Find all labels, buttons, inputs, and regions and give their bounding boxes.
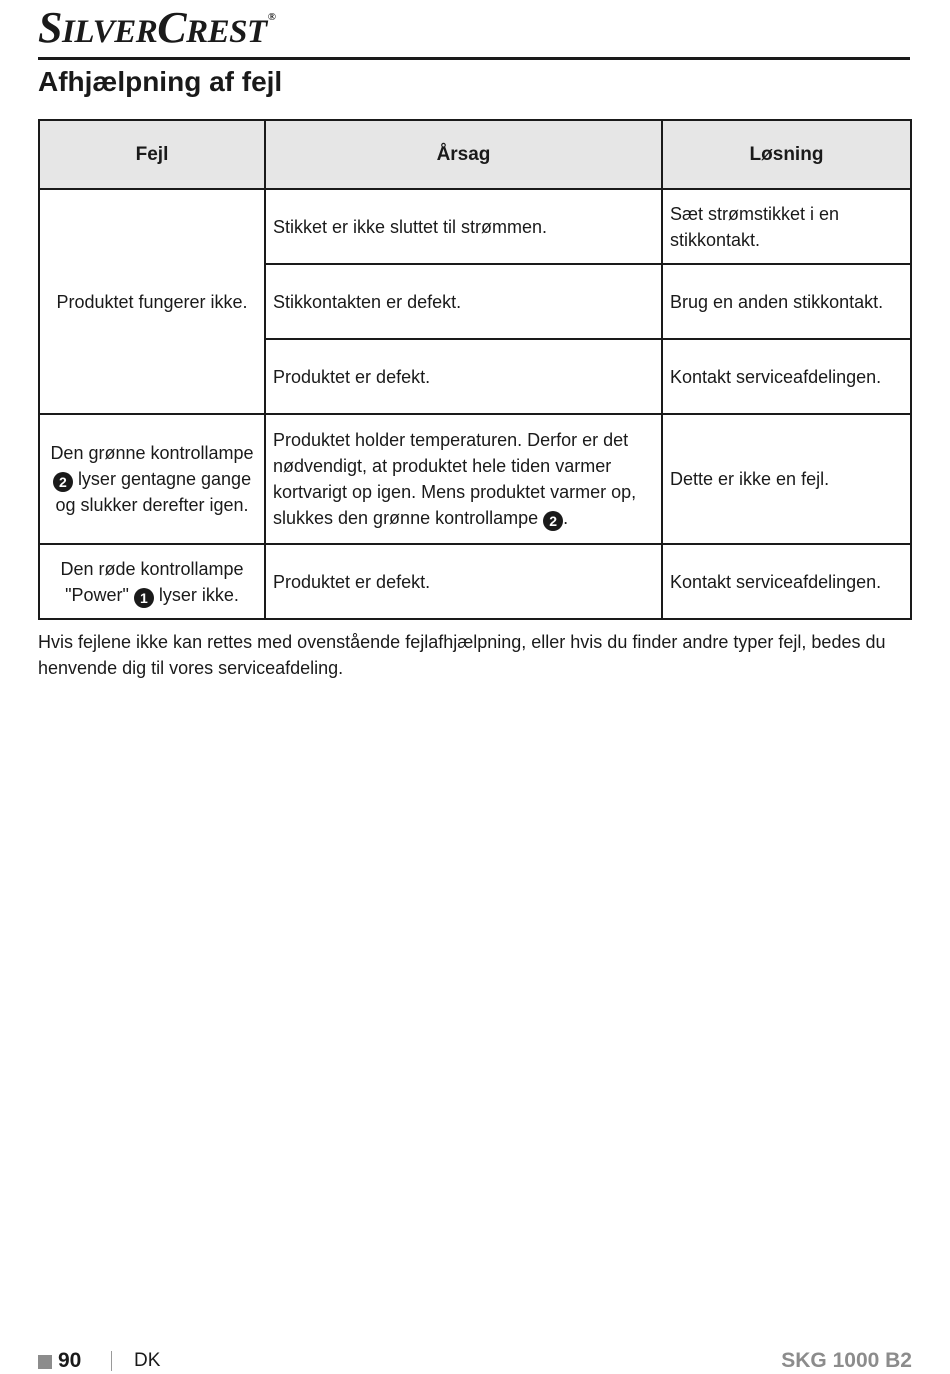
column-header-aarsag: Årsag <box>265 120 662 189</box>
column-header-loesning: Løsning <box>662 120 911 189</box>
table-header-row <box>39 120 911 189</box>
number-2-icon: 2 <box>543 511 563 531</box>
table-row <box>39 414 911 544</box>
fejl-text-before: Den røde kontrollampe "Power" <box>60 558 244 605</box>
loesning-cell: Sæt strømstikket i en stikkontakt. <box>662 189 911 264</box>
brand-logo: SILVERCREST® <box>38 3 276 52</box>
footer-square-icon <box>38 1355 52 1369</box>
number-1-icon: 1 <box>134 588 154 608</box>
troubleshooting-table <box>38 119 912 620</box>
page-number: 90 <box>58 1349 82 1372</box>
aarsag-cell: Produktet er defekt. <box>265 544 662 619</box>
aarsag-cell: Stikkontakten er defekt. <box>265 264 662 339</box>
model-number: SKG 1000 B2 <box>781 1349 912 1372</box>
aarsag-cell: Produktet er defekt. <box>265 339 662 414</box>
column-header-fejl: Fejl <box>39 120 265 189</box>
aarsag-text-after: . <box>563 508 569 528</box>
loesning-cell: Kontakt serviceafdelingen. <box>662 339 911 414</box>
aarsag-cell: Stikket er ikke sluttet til strømmen. <box>265 189 662 264</box>
language-code: DK <box>134 1350 161 1371</box>
header-divider <box>38 57 910 60</box>
fejl-cell <box>39 414 265 544</box>
table-row <box>39 189 911 264</box>
number-2-icon: 2 <box>53 472 73 492</box>
fejl-text-after: lyser gentagne gange og slukker derefter igen. <box>55 469 252 515</box>
fejl-cell <box>39 544 265 619</box>
fejl-cell: Produktet fungerer ikke. <box>39 189 265 414</box>
footer-divider <box>111 1351 112 1371</box>
fejl-text-after: lyser ikke. <box>158 584 239 605</box>
loesning-cell: Brug en anden stikkontakt. <box>662 264 911 339</box>
table-row <box>39 544 911 619</box>
loesning-cell: Kontakt serviceafdelingen. <box>662 544 911 619</box>
aarsag-text-before: Produktet holder temperaturen. Derfor er det nødvendigt, at produktet hele tiden varmer kortvarigt op igen. Mens produktet varmer op, slukkes den grønne kontrollampe <box>273 430 637 528</box>
aarsag-cell <box>265 414 662 544</box>
fejl-text-before: Den grønne kontrollampe <box>50 443 254 463</box>
service-note: Hvis fejlene ikke kan rettes med ovenstående fejlafhjælpning, eller hvis du finder andre typer fejl, bedes du henvende dig til vores serviceafdeling. <box>38 632 886 678</box>
loesning-cell: Dette er ikke en fejl. <box>662 414 911 544</box>
page-title: Afhjælpning af fejl <box>38 66 283 97</box>
